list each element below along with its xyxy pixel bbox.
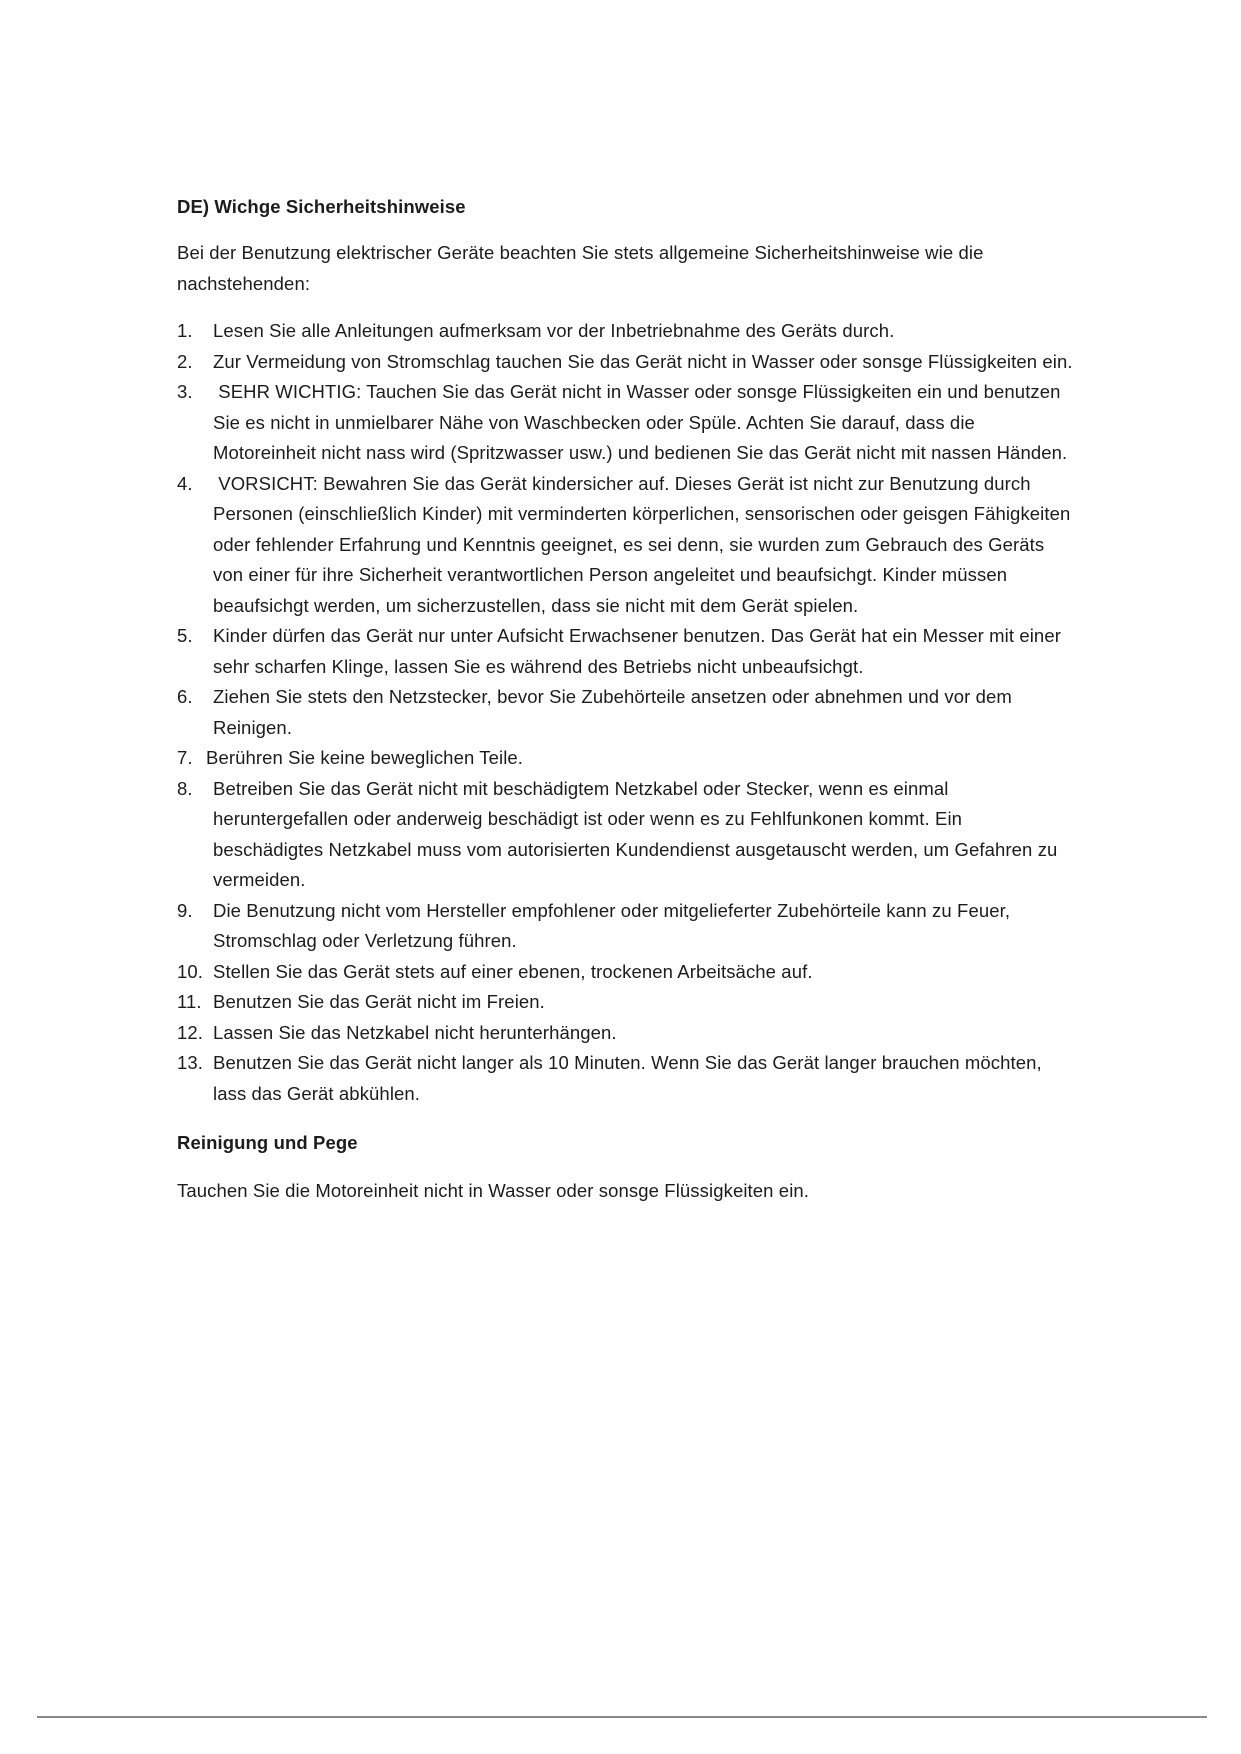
list-item-number: 13. — [177, 1052, 204, 1073]
section-heading: Reinigung und Pege — [177, 1132, 358, 1153]
list-item — [177, 347, 1077, 378]
list-item-number: 10. — [177, 960, 204, 982]
list-item — [177, 743, 1077, 774]
list-item-number: 2. — [177, 350, 193, 372]
list-item-text: Die Benutzung nicht vom Hersteller empfohlener oder mitgelieferter Zubehörteile kann zu Feuer, Stromschlag oder Verletzung führen. — [213, 899, 1011, 951]
list-item-text: Betreiben Sie das Gerät nicht mit beschädigtem Netzkabel oder Stecker, wenn es einmal heruntergefallen oder anderweig beschädigt ist oder wenn es zu Fehlfunkonen kommt. Ein beschädigtes Netzkabel muss vom autorisierten Kundendienst ausgetauscht werden, um Gefahren zu vermeiden. — [213, 777, 1058, 890]
page-title: DE) Wichge Sicherheitshinweise — [177, 196, 466, 217]
list-item-text: Lesen Sie alle Anleitungen aufmerksam vor der Inbetriebnahme des Geräts durch. — [213, 320, 895, 341]
intro-paragraph: Bei der Benutzung elektrischer Geräte beachten Sie stets allgemeine Sicherheitshinweise wie die nachstehenden: — [177, 242, 984, 294]
list-item-number: 12. — [177, 1021, 204, 1043]
list-item-text: Lassen Sie das Netzkabel nicht herunterhängen. — [213, 1021, 617, 1043]
list-item — [177, 987, 1077, 1018]
list-item-text: Zur Vermeidung von Stromschlag tauchen Sie das Gerät nicht in Wasser oder sonsge Flüssigkeiten ein. — [213, 350, 1073, 372]
list-item-text: Berühren Sie keine beweglichen Teile. — [206, 747, 524, 768]
list-item — [177, 774, 1077, 896]
list-item — [177, 316, 1077, 347]
document-content — [177, 193, 1077, 1206]
list-item-number: 9. — [177, 899, 193, 921]
safety-list — [177, 316, 1077, 1109]
list-item-text: Ziehen Sie stets den Netzstecker, bevor Sie Zubehörteile ansetzen oder abnehmen und vor dem Reinigen. — [213, 686, 1012, 738]
list-item-text: Kinder dürfen das Gerät nur unter Aufsicht Erwachsener benutzen. Das Gerät hat ein Messer mit einer sehr scharfen Klinge, lassen Sie es während des Betriebs nicht unbeaufsichgt. — [213, 625, 1061, 677]
list-item-number: 5. — [177, 625, 193, 646]
list-item-number: 11. — [177, 991, 202, 1012]
list-item-text: Benutzen Sie das Gerät nicht im Freien. — [213, 991, 545, 1012]
section-paragraph: Tauchen Sie die Motoreinheit nicht in Wasser oder sonsge Flüssigkeiten ein. — [177, 1180, 810, 1201]
list-item-text: Stellen Sie das Gerät stets auf einer ebenen, trockenen Arbeitsäche auf. — [213, 960, 813, 982]
list-item — [177, 469, 1077, 622]
list-item — [177, 377, 1077, 469]
list-item — [177, 1048, 1077, 1109]
list-item-text: VORSICHT: Bewahren Sie das Gerät kindersicher auf. Dieses Gerät ist nicht zur Benutzung durch Personen (einschließlich Kinder) mit verminderten körperlichen, sensorischen oder geisgen Fähigkeiten oder fehlender Erfahrung und Kenntnis geeignet, es sei denn, sie wurden zum Gebrauch des Geräts von einer für ihre Sicherheit verantwortlichen Person angeleitet und beaufsichgt. Kinder müssen beaufsichgt werden, um sicherzustellen, dass sie nicht mit dem Gerät spielen. — [213, 472, 1076, 616]
list-item-number: 1. — [177, 320, 193, 341]
list-item-number: 4. — [177, 472, 193, 494]
list-item — [177, 621, 1077, 682]
list-item-number: 7. — [177, 747, 193, 768]
list-item — [177, 896, 1077, 957]
list-item-number: 3. — [177, 381, 193, 402]
list-item-text: SEHR WICHTIG: Tauchen Sie das Gerät nicht in Wasser oder sonsge Flüssigkeiten ein und benutzen Sie es nicht in unmielbarer Nähe von Waschbecken oder Spüle. Achten Sie darauf, dass die Motoreinheit nicht nass wird (Spritzwasser usw.) und bedienen Sie das Gerät nicht mit nassen Händen. — [213, 381, 1068, 463]
list-item — [177, 957, 1077, 988]
footer-divider — [37, 1716, 1207, 1718]
list-item — [177, 682, 1077, 743]
list-item — [177, 1018, 1077, 1049]
list-item-text: Benutzen Sie das Gerät nicht langer als 10 Minuten. Wenn Sie das Gerät langer brauchen möchten, lass das Gerät abkühlen. — [213, 1052, 1053, 1104]
list-item-number: 8. — [177, 777, 193, 799]
list-item-number: 6. — [177, 686, 193, 707]
